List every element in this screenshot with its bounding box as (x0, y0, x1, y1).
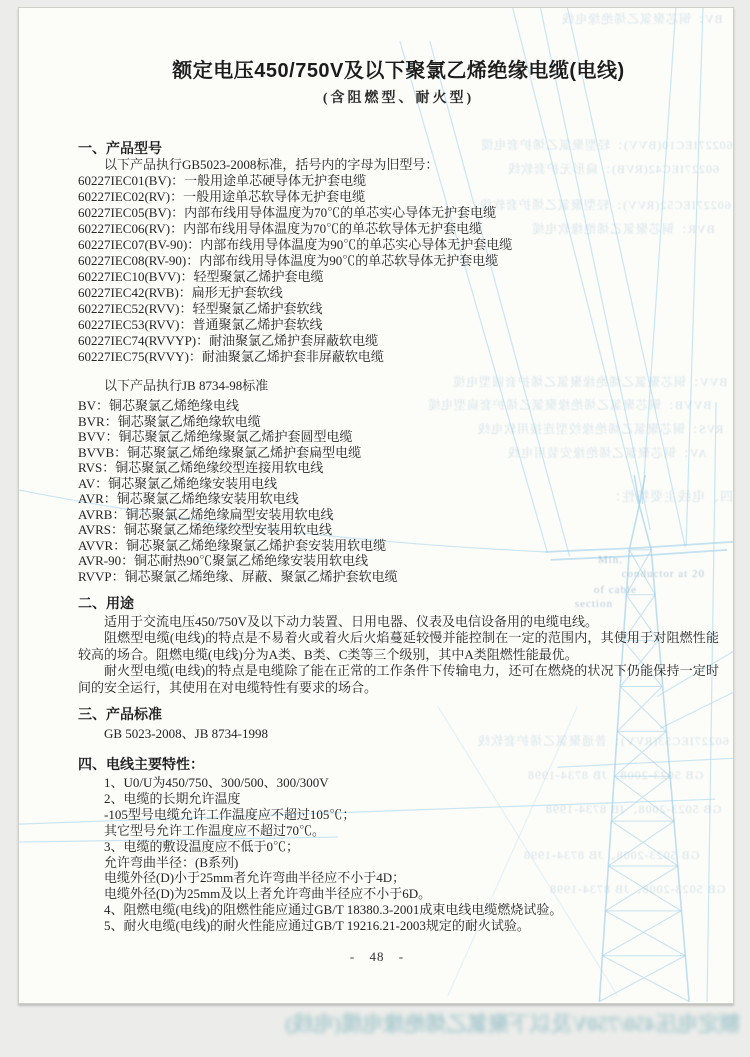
section-heading-usage: 二、用途 (78, 595, 134, 611)
document-content (78, 58, 719, 934)
show-through-text: GB 5023-2008、JB 8734-1998 (522, 848, 699, 862)
model-line: AVR-90：铜芯耐热90℃聚氯乙烯绝缘安装用软电线 (78, 553, 369, 568)
section-heading-standards: 三、产品标准 (78, 706, 162, 723)
model-line: AV：铜芯聚氯乙烯绝缘安装用电线 (78, 475, 278, 491)
model-line: 60227IEC07(BV-90)：内部布线用导体温度为90℃的单芯实心导体无护套电缆 (78, 237, 513, 252)
model-line: AVR：铜芯聚氯乙烯绝缘安装用软电线 (78, 491, 299, 506)
model-line: 60227IEC10(BVV)：轻型聚氯乙烯护套电缆 (78, 269, 324, 284)
model-line: AVRB：铜芯聚氯乙烯绝缘扁型安装用软电线 (78, 506, 334, 522)
page-number: - 48 - (349, 949, 405, 964)
section-usage (78, 594, 719, 696)
section-heading-features: 四、电线主要特性： (78, 756, 204, 773)
show-through-text: BVV：铜芯聚氯乙烯绝缘聚氯乙烯护套圆型电缆 (451, 375, 727, 389)
model-line: 60227IEC74(RVVYP)：耐油聚氯乙烯护套屏蔽软电缆 (78, 333, 379, 348)
show-through-text: BVR：铜芯聚氯乙烯绝缘软电缆 (531, 222, 715, 236)
show-through-text: 60227IEC42(RVB)：扁形无护套软线 (506, 162, 719, 176)
model-line: BVVB：铜芯聚氯乙烯绝缘聚氯乙烯护套扁型电缆 (78, 444, 362, 460)
model-line: 60227IEC01(BV)：一般用途单芯硬导体无护套电缆 (78, 173, 367, 188)
show-through-text: GB 5023-2008、JB 8734-1998 (544, 802, 721, 816)
show-through-text: conductor at 20 (621, 568, 705, 580)
model-line: 60227IEC02(RV)：一般用途单芯软导体无护套电缆 (78, 189, 366, 204)
model-line: RVVP：铜芯聚氯乙烯绝缘、屏蔽、聚氯乙烯护套软电缆 (78, 568, 398, 584)
section-product-models (78, 139, 719, 584)
standards-body: GB 5023-2008、JB 8734-1998 (104, 726, 268, 742)
show-through-text: 四、电线主要特性： (606, 489, 733, 504)
show-through-text: 60227IEC52(RVV)：轻型聚氯乙烯护套软线 (479, 198, 731, 212)
show-through-text: GB 5023-2008、JB 8734-1998 (548, 882, 725, 896)
show-through-text: GB 5023-2008、JB 8734-1998 (526, 768, 703, 782)
show-through-text: 60227IEC10(BVV)：轻型聚氯乙烯护套电缆 (480, 138, 733, 152)
section-features (78, 755, 719, 934)
usage-paragraph: 适用于交流电压450/750V及以下动力装置、日用电器、仪表及电信设备用的电缆电线。 (104, 614, 599, 629)
show-through-text: AV：铜芯聚氯乙烯绝缘安装用电线 (507, 446, 707, 460)
model-line: 60227IEC06(RV)：内部布线用导体温度为70℃的单芯软导体无护套电缆 (78, 221, 483, 236)
model-line: 60227IEC08(RV-90)：内部布线用导体温度为90℃的单芯软导体无护套电缆 (78, 253, 499, 268)
feature-list (78, 775, 719, 934)
show-through-strip: 额定电压450/750V及以下聚氯乙烯绝缘电缆(电线) (285, 1012, 740, 1036)
model-line: RVS：铜芯聚氯乙烯绝缘绞型连接用软电线 (78, 460, 324, 475)
model-line: 60227IEC75(RVVY)：耐油聚氯乙烯护套非屏蔽软电缆 (78, 349, 384, 364)
model-line: BVV：铜芯聚氯乙烯绝缘聚氯乙烯护套圆型电缆 (78, 429, 353, 444)
model-list-gb (78, 173, 719, 365)
model-line: 60227IEC05(BV)：内部布线用导体温度为70℃的单芯实心导体无护套电缆 (78, 205, 497, 220)
usage-paragraph: 耐火型电缆(电线)的特点是电缆除了能在正常的工作条件下传输电力，还可在燃烧的状况下仍能保持一定时间的安全运行，其使用在对电缆特性有要求的场合。 (78, 663, 719, 695)
model-line: 60227IEC52(RVV)：轻型聚氯乙烯护套软线 (78, 301, 323, 316)
show-through-text: section (574, 598, 613, 610)
document-page (18, 7, 734, 1004)
show-through-text: BVVB：铜芯聚氯乙烯绝缘聚氯乙烯护套扁型电缆 (426, 398, 711, 412)
model-line: 60227IEC53(RVV)：普通聚氯乙烯护套软线 (78, 317, 323, 332)
model-line: 60227IEC42(RVB)：扁形无护套软线 (78, 285, 283, 300)
model-list-jb (78, 398, 719, 584)
show-through-text: of cable (593, 584, 637, 596)
feature-line: 允许弯曲半径：(B系列) (104, 854, 239, 870)
model-line: BVR：铜芯聚氯乙烯绝缘软电缆 (78, 413, 261, 429)
page-title: 额定电压450/750V及以下聚氯乙烯绝缘电缆(电线) (172, 60, 625, 82)
model-line: AVRS：铜芯聚氯乙烯绝缘绞型安装用软电线 (78, 522, 333, 537)
model-line: BV：铜芯聚氯乙烯绝缘电线 (78, 398, 240, 413)
feature-line: 2、电缆的长期允许温度 (104, 790, 241, 806)
feature-line: 其它型号允许工作温度应不超过70℃。 (104, 822, 326, 838)
feature-line: 电缆外径(D)小于25mm者允许弯曲半径应不小于4D； (104, 870, 406, 886)
show-through-text: RVS：铜芯聚氯乙烯绝缘绞型连接用软电线 (476, 422, 723, 436)
model-line: AVVR：铜芯聚氯乙烯绝缘聚氯乙烯护套安装用软电缆 (78, 537, 387, 553)
models-intro-jb: 以下产品执行JB 8734-98标准 (104, 378, 269, 393)
section-heading-models: 一、产品型号 (78, 140, 162, 156)
feature-line: -105型号电缆允许工作温度应不超过105℃； (104, 806, 356, 822)
feature-line: 5、耐火电缆(电线)的耐火性能应通过GB/T 19216.21-2003规定的耐火试验。 (104, 918, 530, 934)
models-intro-gb: 以下产品执行GB5023-2008标准，括号内的字母为旧型号： (104, 157, 439, 172)
show-through-text: 60227IEC53(RVV)：普通聚氯乙烯护套软线 (477, 734, 729, 748)
feature-line: 3、电缆的敷设温度应不低于0℃； (104, 838, 300, 854)
page-subtitle: (含阻燃型、耐火型) (322, 91, 475, 106)
show-through-text: BV：铜芯聚氯乙烯绝缘电线 (561, 12, 723, 26)
feature-line: 4、阻燃电缆(电线)的阻燃性能应通过GB/T 18380.3-2001成束电线电缆燃烧试验。 (104, 902, 563, 918)
feature-line: 电缆外径(D)为25mm及以上者允许弯曲半径应不小于6D。 (104, 886, 432, 902)
usage-paragraph: 阻燃型电缆(电线)的特点是不易着火或着火后火焰蔓延较慢并能控制在一定的范围内，其使用于对阻燃性能较高的场合。阻燃电缆(电线)分为A类、B类、C类等三个级别，其中A类阻燃性能最优。 (78, 630, 719, 662)
show-through-text: Min. (597, 554, 623, 566)
section-standards (78, 705, 719, 742)
feature-line: 1、U0/U为450/750、300/500、300/300V (104, 775, 329, 791)
